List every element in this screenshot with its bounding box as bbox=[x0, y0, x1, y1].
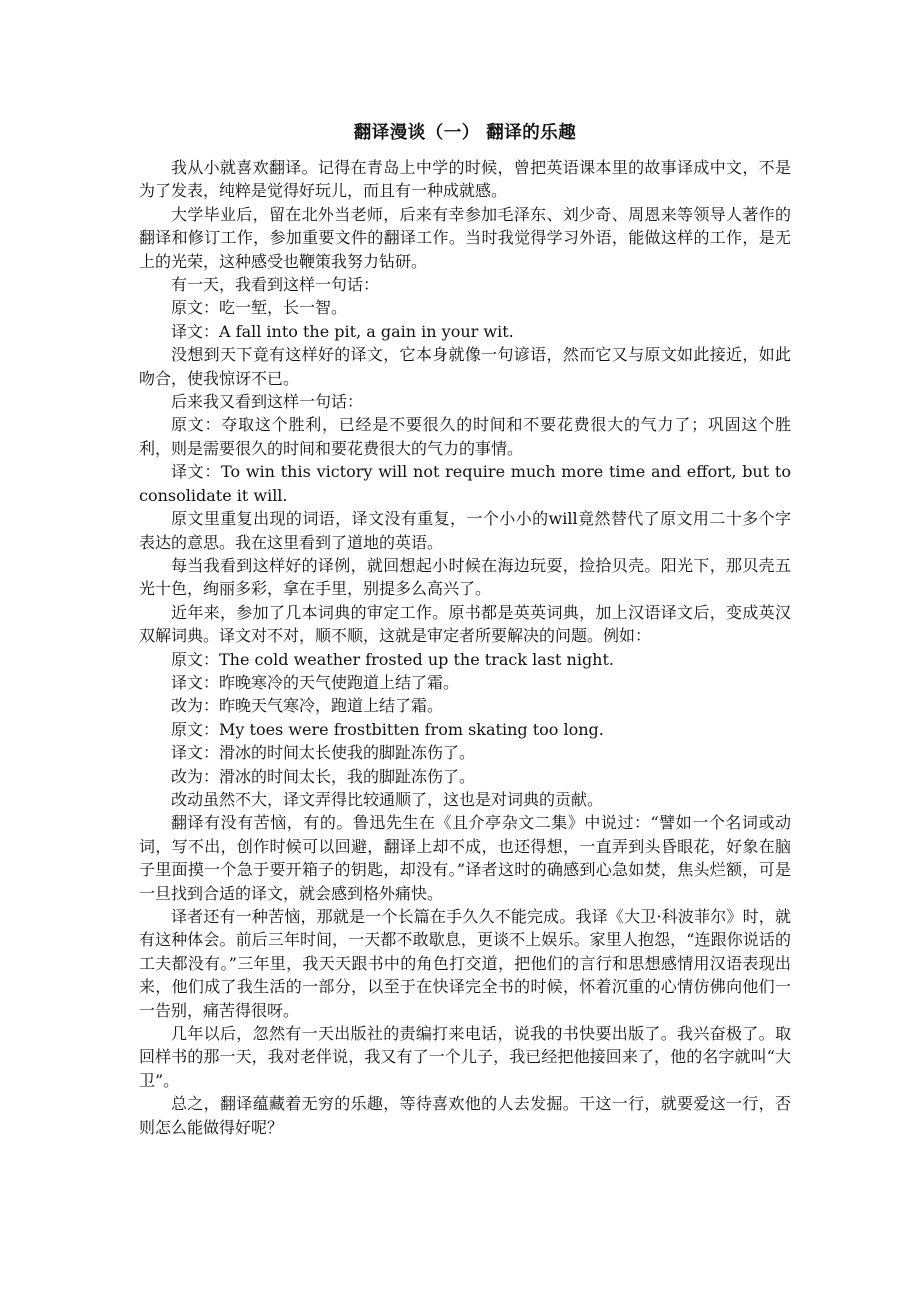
paragraph-18: 改为：滑冰的时间太长，我的脚趾冻伤了。 bbox=[171, 766, 476, 786]
paragraph-17: 译文：滑冰的时间太长使我的脚趾冻伤了。 bbox=[171, 743, 476, 763]
paragraph-14: 译文：昨晚寒冷的天气使跑道上结了霜。 bbox=[171, 672, 460, 692]
paragraph-5: 译文：A fall into the pit, a gain in your wit. bbox=[171, 321, 514, 341]
paragraph-9: 译文：To win this victory will not require much more time and effort, but to consolidate it will. bbox=[139, 462, 791, 505]
paragraph-10: 原文里重复出现的词语，译文没有重复，一个小小的will竟然替代了原文用二十多个字表达的意思。我在这里看到了道地的英语。 bbox=[139, 509, 791, 552]
paragraph-6: 没想到天下竟有这样好的译文，它本身就像一句谚语，然而它又与原文如此接近，如此吻合，使我惊讶不已。 bbox=[139, 345, 791, 388]
paragraph-23: 总之，翻译蕴藏着无穷的乐趣，等待喜欢他的人去发掘。干这一行，就要爱这一行，否则怎么能做得好呢？ bbox=[139, 1094, 791, 1137]
paragraph-11: 每当我看到这样好的译例，就回想起小时候在海边玩耍，捡拾贝壳。阳光下，那贝壳五光十色，绚丽多彩，拿在手里，别提多么高兴了。 bbox=[139, 555, 791, 599]
paragraph-20: 翻译有没有苦恼，有的。鲁迅先生在《且介亭杂文二集》中说过：“譬如一个名词或动词，写不出，创作时候可以回避，翻译上却不成，也还得想，一直弄到头昏眼花，好象在脑子里面摸一个急于要开箱子的钥匙，却没有。”译者这时的确感到心急如焚，焦头烂额，可是一旦找到合适的译文，就会感到格外痛快。 bbox=[139, 813, 791, 903]
paragraph-16: 原文：My toes were frostbitten from skating too long. bbox=[171, 719, 604, 739]
paragraph-21: 译者还有一种苦恼，那就是一个长篇在手久久不能完成。我译《大卫·科波菲尔》时，就有这种体会。前后三年时间，一天都不敢歇息，更谈不上娱乐。家里人抱怨，“连跟你说话的工夫都没有。”三年里，我天天跟书中的角色打交道，把他们的言行和思想感情用汉语表现出来，他们成了我生活的一部分，以至于在快译完全书的时候，怀着沉重的心情仿佛向他们一一告别，痛苦得很呀。 bbox=[139, 907, 791, 1020]
paragraph-19: 改动虽然不大，译文弄得比较通顺了，这也是对词典的贡献。 bbox=[171, 789, 604, 809]
document-body bbox=[139, 156, 791, 1139]
paragraph-13: 原文：The cold weather frosted up the track last night. bbox=[171, 649, 615, 669]
paragraph-2: 大学毕业后，留在北外当老师，后来有幸参加毛泽东、刘少奇、周恩来等领导人著作的翻译和修订工作，参加重要文件的翻译工作。当时我觉得学习外语，能做这样的工作，是无上的光荣，这种感受也鞭策我努力钻研。 bbox=[139, 204, 791, 271]
paragraph-7: 后来我又看到这样一句话： bbox=[171, 392, 364, 412]
paragraph-15: 改为：昨晚天气寒冷，跑道上结了霜。 bbox=[171, 696, 444, 716]
paragraph-12: 近年来，参加了几本词典的审定工作。原书都是英英词典，加上汉语译文后，变成英汉双解词典。译文对不对，顺不顺，这就是审定者所要解决的问题。例如： bbox=[139, 602, 791, 646]
document-title: 翻译漫谈（一） 翻译的乐趣 bbox=[353, 123, 577, 143]
paragraph-3: 有一天，我看到这样一句话： bbox=[171, 275, 380, 295]
paragraph-8: 原文：夺取这个胜利，已经是不要很久的时间和不要花费很大的气力了；巩固这个胜利，则是需要很久的时间和要花费很大的气力的事情。 bbox=[139, 415, 791, 458]
paragraph-1: 我从小就喜欢翻译。记得在青岛上中学的时候，曾把英语课本里的故事译成中文，不是为了发表，纯粹是觉得好玩儿，而且有一种成就感。 bbox=[139, 158, 791, 201]
paragraph-4: 原文：吃一堑，长一智。 bbox=[171, 298, 348, 318]
document-page bbox=[139, 118, 791, 1139]
paragraph-22: 几年以后，忽然有一天出版社的责编打来电话，说我的书快要出版了。我兴奋极了。取回样书的那一天，我对老伴说，我又有了一个儿子，我已经把他接回来了，他的名字就叫“大卫”。 bbox=[139, 1024, 791, 1090]
